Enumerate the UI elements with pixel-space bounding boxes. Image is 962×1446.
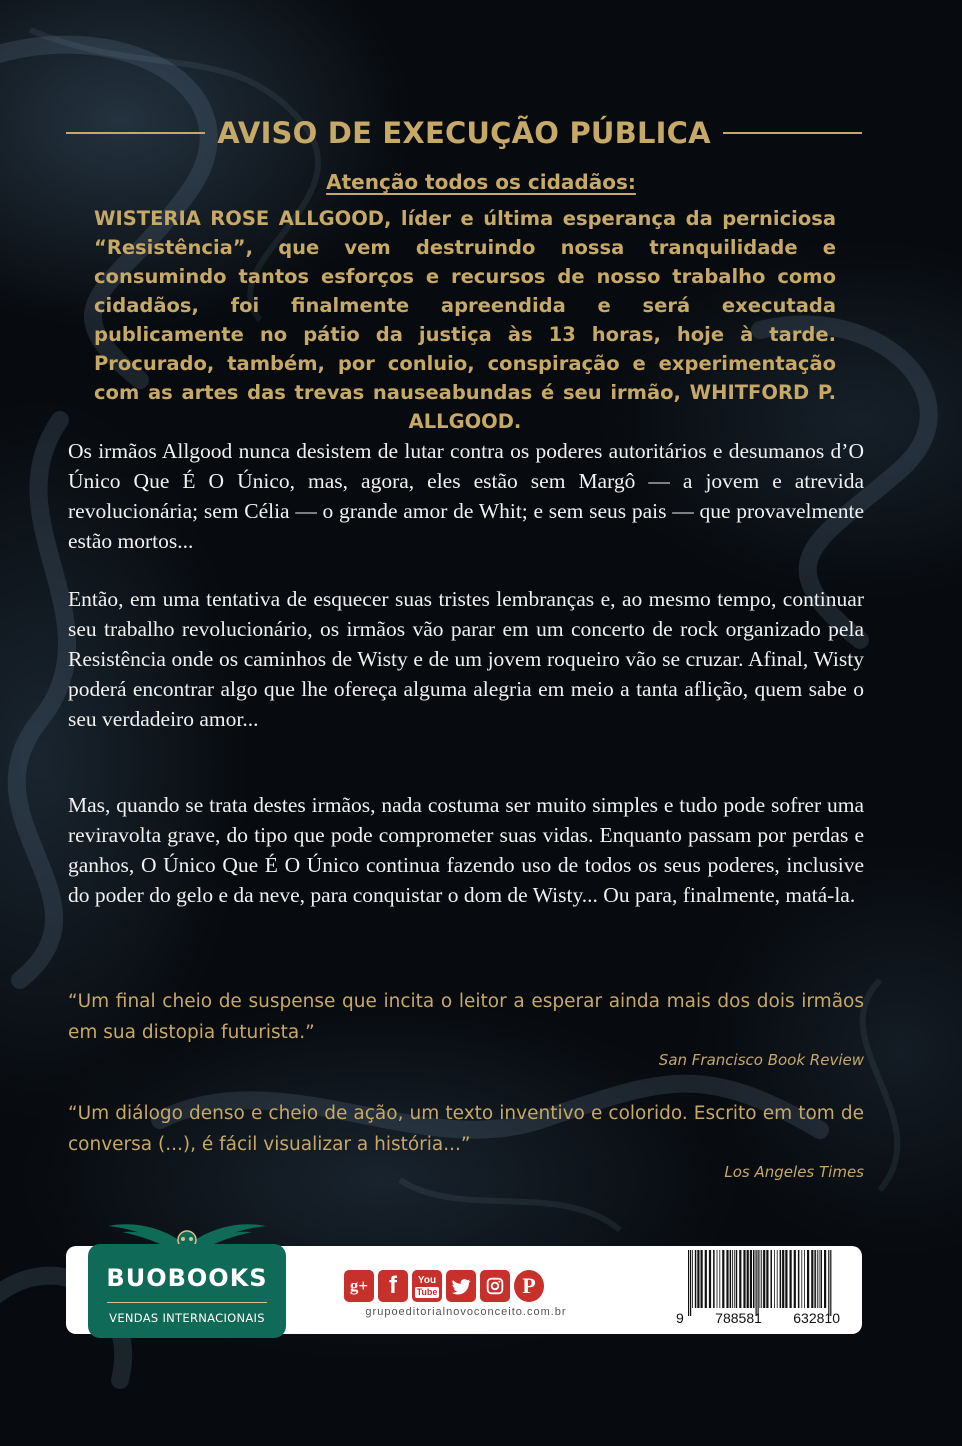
barcode-digits (676, 1310, 840, 1326)
notice-title (66, 112, 862, 154)
title-rule-right (723, 132, 862, 134)
barcode-bar (732, 1250, 733, 1308)
barcode-bar (824, 1250, 826, 1308)
social-icons (344, 1270, 544, 1302)
barcode-bar (760, 1250, 761, 1308)
barcode-bar (730, 1250, 732, 1308)
barcode-bar (774, 1250, 775, 1308)
barcode-bar (697, 1250, 699, 1308)
synopsis-paragraph-3: Mas, quando se trata destes irmãos, nada costuma ser muito simples e tudo pode sofrer uma reviravolta grave, do tipo que pode comprometer suas vidas. Enquanto passam por perdas e ganhos, O Único Que É O Único continua fazendo uso de todos os seus poderes, inclusive do poder do gelo e da neve, para conquistar o dom de Wisty... Ou para, finalmente, matá-la. (68, 793, 864, 907)
barcode-guard-bar (758, 1250, 759, 1316)
barcode-bar (734, 1250, 735, 1308)
barcode-bar (780, 1250, 782, 1308)
barcode-guard-bar (828, 1250, 829, 1316)
youtube-icon[interactable] (412, 1270, 442, 1302)
barcode-bar (798, 1250, 800, 1308)
barcode-bar (766, 1250, 768, 1308)
buobooks-logo[interactable] (88, 1210, 286, 1338)
barcode-bar (753, 1250, 755, 1308)
review-quote-2 (68, 1098, 864, 1182)
pinterest-label: P (522, 1273, 536, 1298)
facebook-label: f (389, 1272, 397, 1299)
barcode-bar (804, 1250, 805, 1308)
barcode-guard-bar (830, 1250, 831, 1316)
barcode-bar (777, 1250, 778, 1308)
google-plus-icon[interactable] (344, 1270, 374, 1302)
barcode-guard-bar (690, 1250, 691, 1316)
quote-text: “Um diálogo denso e cheio de ação, um texto inventivo e colorido. Escrito em tom de conversa (...), é fácil visualizar a história...” (68, 1103, 864, 1155)
google-plus-label: g+ (349, 1276, 369, 1295)
barcode-bar (785, 1250, 787, 1308)
notice-body: WISTERIA ROSE ALLGOOD, líder e última esperança da perniciosa “Resistência”, que vem destruindo nossa tranquilidade e consumindo tantos esforços e recursos de nosso trabalho como cidadãos, foi finalmente apreendida e será executada publicamente no pátio da justiça às 13 horas, hoje à tarde. Procurado, também, por conluio, conspiração e experimentação com as artes das trevas nauseabundas é seu irmão, WHITFORD P. ALLGOOD. (94, 207, 836, 433)
barcode-bar (747, 1250, 749, 1308)
barcode-digit-prefix: 9 (676, 1310, 684, 1326)
barcode-bar (750, 1250, 752, 1308)
barcode-bar (705, 1250, 707, 1308)
instagram-icon[interactable] (480, 1270, 510, 1302)
barcode-bar (819, 1250, 820, 1308)
pinterest-icon[interactable] (514, 1270, 544, 1302)
barcode-bar (726, 1250, 728, 1308)
barcode-bar (790, 1250, 792, 1308)
logo-divider (107, 1302, 267, 1303)
barcode-bar (801, 1250, 802, 1308)
title-rule-left (66, 132, 205, 134)
barcode-bar (817, 1250, 818, 1308)
youtube-label-bottom: Tube (416, 1286, 438, 1297)
barcode-bar (692, 1250, 693, 1308)
twitter-bird-icon (450, 1275, 472, 1297)
logo-tagline: VENDAS INTERNACIONAIS (109, 1311, 265, 1325)
logo-brand: BUOBOOKS (106, 1264, 268, 1292)
barcode-bar (811, 1250, 813, 1308)
barcode-bar (739, 1250, 741, 1308)
instagram-camera-icon (484, 1275, 506, 1297)
barcode-bar (701, 1250, 703, 1308)
quote-source: San Francisco Book Review (658, 1051, 864, 1069)
barcode-guard-bar (756, 1250, 757, 1316)
barcode-bar (722, 1250, 724, 1308)
barcode-digit-group-left: 788581 (715, 1310, 762, 1326)
barcode-bar (717, 1250, 718, 1308)
quote-source: Los Angeles Times (724, 1163, 864, 1181)
barcode-bar (782, 1250, 784, 1308)
barcode-bar (713, 1250, 715, 1308)
website-link[interactable]: grupoeditorialnovoconceito.com.br (365, 1306, 567, 1318)
barcode-bar (763, 1250, 765, 1308)
barcode-bar (807, 1250, 809, 1308)
isbn-barcode (676, 1250, 840, 1332)
notice-heading: AVISO DE EXECUÇÃO PÚBLICA (217, 116, 711, 150)
barcode-bar (814, 1250, 816, 1308)
barcode-bars (676, 1250, 840, 1316)
logo-box (88, 1244, 286, 1338)
youtube-label-top: You (417, 1274, 437, 1286)
barcode-bar (709, 1250, 711, 1308)
review-quote-1 (68, 986, 864, 1070)
notice-subtitle: Atenção todos os cidadãos: (326, 170, 636, 194)
barcode-bar (771, 1250, 773, 1308)
barcode-bar (821, 1250, 823, 1308)
barcode-bar (761, 1250, 762, 1308)
synopsis-paragraph-2: Então, em uma tentativa de esquecer suas tristes lembranças e, ao mesmo tempo, continuar seu trabalho revolucionário, os irmãos vão parar em um concerto de rock organizado pela Resistência onde os caminhos de Wisty e de um jovem roqueiro vão se cruzar. Afinal, Wisty poderá encontrar algo que lhe ofereça alguma alegria em meio a tanta aflição, quem sabe o seu verdadeiro amor... (68, 587, 864, 731)
barcode-digit-group-right: 632810 (793, 1310, 840, 1326)
quote-text: “Um final cheio de suspense que incita o leitor a esperar ainda mais dos dois irmãos em sua distopia futurista.” (68, 991, 864, 1043)
barcode-bar (719, 1250, 720, 1308)
barcode-bar (794, 1250, 796, 1308)
synopsis-paragraph-1: Os irmãos Allgood nunca desistem de lutar contra os poderes autoritários e desumanos d’O Único Que É O Único, mas, agora, eles estão sem Margô — a jovem e atrevida revolucionária; sem Célia — o grande amor de Whit; e sem seus pais — que provavelmente estão mortos... (68, 439, 864, 553)
barcode-bar (695, 1250, 697, 1308)
facebook-icon[interactable] (378, 1270, 408, 1302)
twitter-icon[interactable] (446, 1270, 476, 1302)
barcode-bar (736, 1250, 738, 1308)
barcode-guard-bar (688, 1250, 689, 1316)
barcode-bar (743, 1250, 745, 1308)
